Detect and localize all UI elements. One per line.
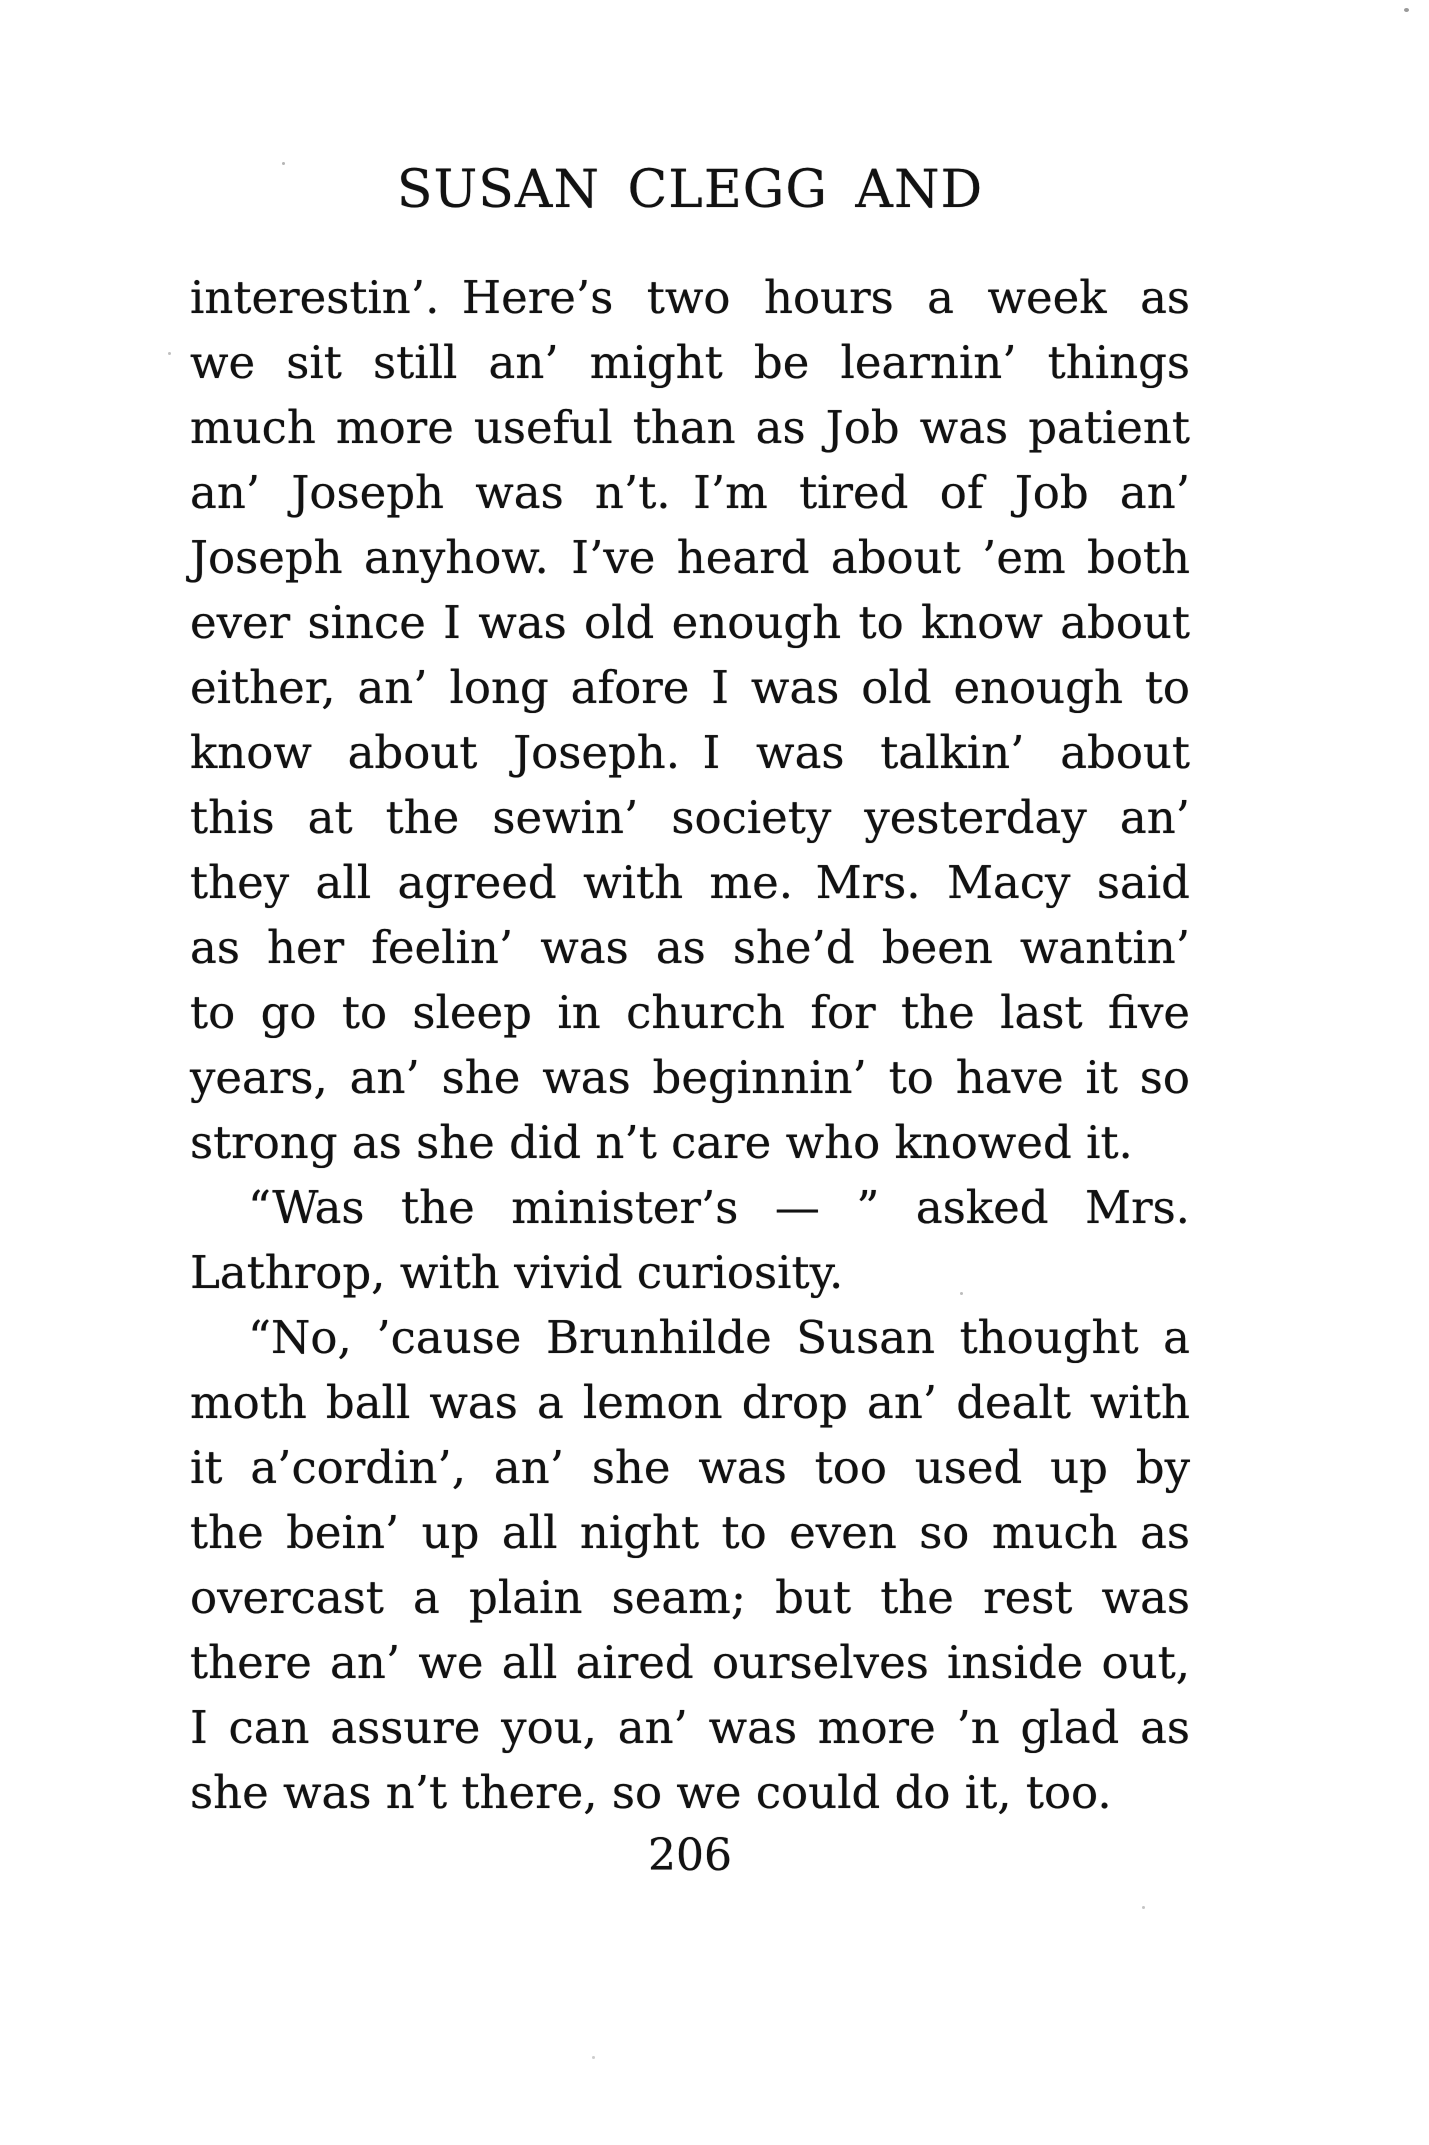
text-line: Joseph anyhow. I’ve heard about ’em both	[190, 531, 1190, 584]
text-line: moth ball was a lemon drop an’ dealt with	[190, 1376, 1190, 1429]
text-line: overcast a plain seam; but the rest was	[190, 1571, 1190, 1624]
text-line: this at the sewin’ society yesterday an’	[190, 791, 1190, 844]
text-line: “Was the minister’s — ” asked Mrs.	[248, 1181, 1190, 1234]
scan-speckle	[168, 352, 171, 355]
text-line: much more useful than as Job was patient	[190, 401, 1190, 454]
text-line: ever since I was old enough to know about	[190, 596, 1190, 649]
text-line: I can assure you, an’ was more ’n glad as	[190, 1701, 1190, 1754]
scan-speckle	[282, 162, 285, 165]
text-line: know about Joseph. I was talkin’ about	[190, 726, 1190, 779]
page-number: 206	[648, 1830, 732, 1881]
running-head: SUSAN CLEGG AND	[396, 160, 984, 220]
text-line: interestin’. Here’s two hours a week as	[190, 271, 1190, 324]
text-line: “No, ’cause Brunhilde Susan thought a	[248, 1311, 1190, 1364]
text-line: she was n’t there, so we could do it, too.	[190, 1766, 1112, 1819]
text-line: an’ Joseph was n’t. I’m tired of Job an’	[190, 466, 1190, 519]
text-line: it a’cordin’, an’ she was too used up by	[190, 1441, 1190, 1494]
text-line: the bein’ up all night to even so much as	[190, 1506, 1190, 1559]
text-line: they all agreed with me. Mrs. Macy said	[190, 856, 1190, 909]
text-line: there an’ we all aired ourselves inside out,	[190, 1636, 1190, 1689]
scan-speckle	[960, 1292, 963, 1295]
text-line: we sit still an’ might be learnin’ things	[190, 336, 1190, 389]
text-line: either, an’ long afore I was old enough to	[190, 661, 1190, 714]
body-text	[190, 265, 1190, 1825]
scan-speckle	[592, 2056, 595, 2059]
text-line: Lathrop, with vivid curiosity.	[190, 1246, 844, 1299]
text-line: strong as she did n’t care who knowed it.	[190, 1116, 1133, 1169]
text-line: to go to sleep in church for the last five	[190, 986, 1190, 1039]
scan-speckle	[1404, 8, 1409, 12]
text-line: as her feelin’ was as she’d been wantin’	[190, 921, 1190, 974]
text-line: years, an’ she was beginnin’ to have it so	[190, 1051, 1190, 1104]
scan-speckle	[1142, 1906, 1145, 1909]
